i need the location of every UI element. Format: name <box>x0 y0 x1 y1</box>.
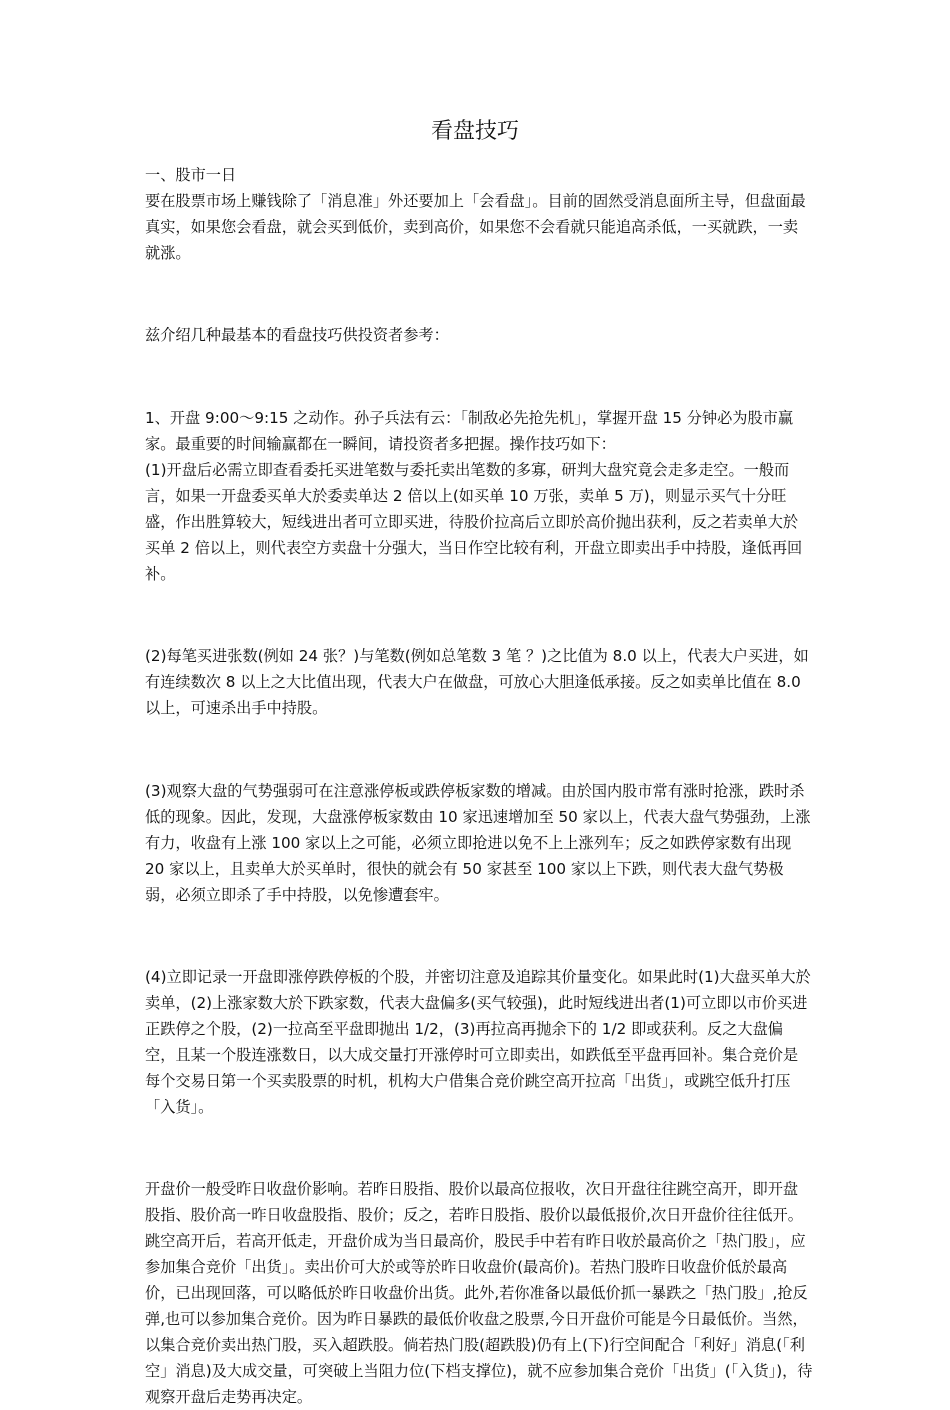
paragraph-spacer <box>145 364 813 390</box>
paragraph: 兹介绍几种最基本的看盘技巧供投资者参考： <box>145 326 449 345</box>
paragraph: 开盘价一般受昨日收盘价影响。若昨日股指、股价以最高位报收，次日开盘往往跳空高开，即开盘股指、股价高一昨日收盘股指、股价；反之，若昨日股指、股价以最低报价,次日开盘价往往低开。跳空高开后，若高开低走，开盘价成为当日最高价，股民手中若有昨日收於最高价之「热门股」，应参加集合竞价「出货」。卖出价可大於或等於昨日收盘价(最高价)。若热门股昨日收盘价低於最高价，已出现回落，可以略低於昨日收盘价出货。此外,若你准备以最低价抓一暴跌之「热门股」,抢反弹,也可以参加集合竞价。因为昨日暴跌的最低价收盘之股票,今日开盘价可能是今日最低价。当然，以集合竞价卖出热门股，买入超跌股。倘若热门股(超跌股)仍有上(下)行空间配合「利好」消息(「利空」消息)及大成交量，可突破上当阻力位(下档支撑位)，就不应参加集合竞价「出货」(「入货」)，待观察开盘后走势再决定。 <box>145 1180 813 1407</box>
paragraph: 要在股票市场上赚钱除了「消息准」外还要加上「会看盘」。目前的固然受消息面所主导，但盘面最真实，如果您会看盘，就会买到低价，卖到高价，如果您不会看就只能追高杀低，一买就跌，一卖就涨。 <box>145 192 806 262</box>
paragraph: 1、开盘 9:00～9:15 之动作。孙子兵法有云：「制敌必先抢先机」，掌握开盘 15 分钟必为股市赢家。最重要的时间输赢都在一瞬间，请投资者多把握。操作技巧如下： <box>145 408 794 453</box>
paragraph: (1)开盘后必需立即查看委托买进笔数与委托卖出笔数的多寡，研判大盘究竟会走多走空。一般而言，如果一开盘委买单大於委卖单达 2 倍以上(如买单 10 万张，卖单 5 万)，则显示买气十分旺盛，作出胜算较大，短线进出者可立即买进，待股价拉高后立即於高价抛出获利，反之若卖单大於买单 2 倍以上，则代表空方卖盘十分强大，当日作空比较有利，开盘立即卖出手中持股，逢低再回补。 <box>145 460 803 583</box>
paragraph-spacer <box>145 281 813 307</box>
paragraph-spacer <box>145 602 813 628</box>
paragraph: (2)每笔买进张数(例如 24 张？)与笔数(例如总笔数 3 笔 ？)之比值为 8.0 以上，代表大户买进，如有连续数次 8 以上之大比值出现，代表大户在做盘，可放心大胆逢低承接。反之如卖单比值在 8.0 以上，可速杀出手中持股。 <box>145 647 809 718</box>
paragraph-spacer <box>145 923 813 949</box>
paragraph: (3)观察大盘的气势强弱可在注意涨停板或跌停板家数的增减。由於国内股市常有涨时抢涨，跌时杀低的现象。因此，发现，大盘涨停板家数由 10 家迅速增加至 50 家以上，代表大盘气势强劲，上涨有力，收盘有上涨 100 家以上之可能，必须立即抢进以免不上上涨列车；反之如跌停家数有出现 20 家以上，且卖单大於买单时，很快的就会有 50 家甚至 100 家以上下跌，则代表大盘气势极弱，必须立即杀了手中持股，以免惨遭套牢。 <box>145 781 811 904</box>
section-heading: 一、股市一日 <box>145 166 237 184</box>
paragraph-spacer <box>145 736 813 762</box>
paragraph-spacer <box>145 1135 813 1161</box>
document-title: 看盘技巧 <box>430 119 519 144</box>
paragraph: (4)立即记录一开盘即涨停跌停板的个股，并密切注意及追踪其价量变化。如果此时(1)大盘买单大於卖单，(2)上涨家数大於下跌家数，代表大盘偏多(买气较强)，此时短线进出者(1)可立即以市价买进正跌停之个股，(2)一拉高至平盘即抛出 1/2，(3)再拉高再抛余下的 1/2 即或获利。反之大盘偏空，且某一个股连涨数日，以大成交量打开涨停时可立即卖出，如跌低至平盘再回补。集合竞价是每个交易日第一个买卖股票的时机，机构大户借集合竞价跳空高开拉高「出货」，或跳空低升打压「入货」。 <box>145 967 811 1116</box>
document-body <box>145 162 813 1410</box>
